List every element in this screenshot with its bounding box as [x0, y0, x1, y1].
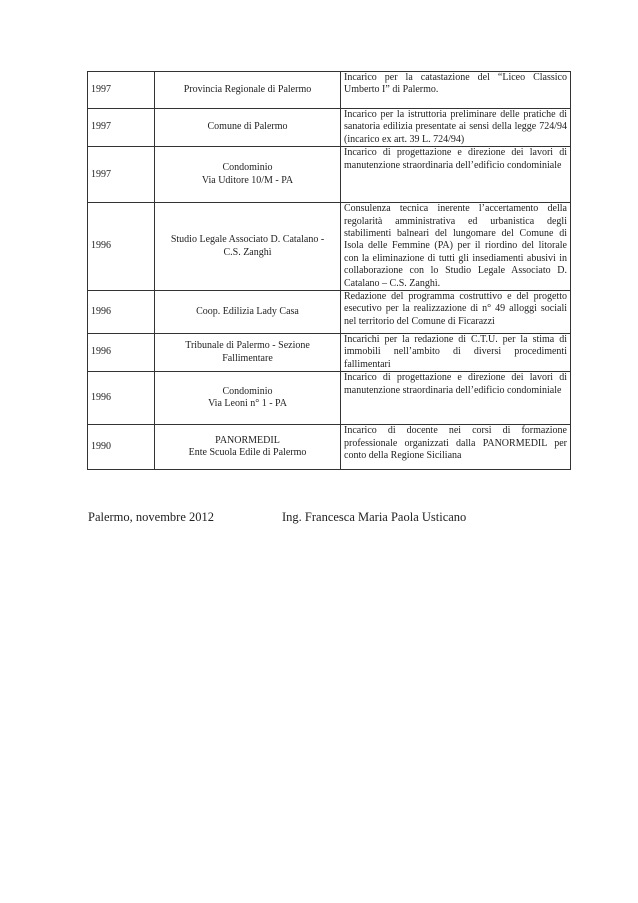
description-cell: Incarico di progettazione e direzione dei lavori di manutenzione straordinaria dell’edificio condominiale — [341, 147, 571, 203]
client-line: Condominio — [222, 162, 273, 174]
table-row — [88, 147, 571, 203]
year-cell: 1997 — [88, 109, 155, 147]
client-line: Tribunale di Palermo - Sezione — [185, 340, 310, 352]
year-cell: 1997 — [88, 72, 155, 109]
client-line: Fallimentare — [222, 352, 273, 364]
client-line: Studio Legale Associato D. Catalano - — [170, 234, 325, 246]
client-line: Ente Scuola Edile di Palermo — [188, 447, 307, 459]
client-cell — [155, 109, 341, 147]
table-row — [88, 334, 571, 372]
client-line: Via Leoni n° 1 - PA — [208, 398, 287, 410]
client-line: Coop. Edilizia Lady Casa — [196, 305, 299, 317]
client-cell — [155, 147, 341, 203]
client-cell — [155, 72, 341, 109]
table-row — [88, 291, 571, 334]
experience-table — [87, 71, 571, 470]
document-footer — [88, 510, 467, 525]
year-cell: 1990 — [88, 425, 155, 470]
table-row — [88, 72, 571, 109]
description-cell: Incarico di progettazione e direzione dei lavori di manutenzione straordinaria dell’edificio condominiale — [341, 372, 571, 425]
table-row — [88, 372, 571, 425]
client-line: C.S. Zanghì — [223, 246, 272, 258]
client-line: Comune di Palermo — [207, 121, 288, 133]
description-cell: Incarico per la istruttoria preliminare delle pratiche di sanatoria edilizia presentate ai sensi della legge 724/94 (incarico ex art. 39 L. 724/94) — [341, 109, 571, 147]
client-line: Via Uditore 10/M - PA — [201, 174, 294, 186]
year-cell: 1996 — [88, 334, 155, 372]
table-row — [88, 425, 571, 470]
client-cell — [155, 425, 341, 470]
table-row — [88, 109, 571, 147]
description-cell: Redazione del programma costruttivo e del progetto esecutivo per la realizzazione di n° 49 alloggi sociali nel territorio del Comune di Ficarazzi — [341, 291, 571, 334]
client-line: Provincia Regionale di Palermo — [183, 83, 312, 95]
client-cell — [155, 203, 341, 291]
signature: Ing. Francesca Maria Paola Usticano — [282, 510, 467, 524]
year-cell: 1996 — [88, 372, 155, 425]
year-cell: 1997 — [88, 147, 155, 203]
description-cell: Consulenza tecnica inerente l’accertamento della regolarità amministrativa ed urbanistica degli stabilimenti balneari del lungomare del Comune di Isola delle Femmine (PA) per il riordino del litorale con la eliminazione di tutti gli insediamenti abusivi in collaborazione con lo Studio Legale Associato D. Catalano – C.S. Zanghì. — [341, 203, 571, 291]
table-row — [88, 203, 571, 291]
description-cell: Incarico per la catastazione del “Liceo Classico Umberto I” di Palermo. — [341, 72, 571, 109]
description-cell: Incarichi per la redazione di C.T.U. per la stima di immobili nell’ambito di diversi procedimenti fallimentari — [341, 334, 571, 372]
place-date: Palermo, novembre 2012 — [88, 510, 215, 524]
client-line: Condominio — [222, 385, 273, 397]
client-cell — [155, 291, 341, 334]
description-cell: Incarico di docente nei corsi di formazione professionale organizzati dalla PANORMEDIL per conto della Regione Siciliana — [341, 425, 571, 470]
year-cell: 1996 — [88, 203, 155, 291]
client-line: PANORMEDIL — [215, 434, 280, 446]
client-cell — [155, 334, 341, 372]
client-cell — [155, 372, 341, 425]
year-cell: 1996 — [88, 291, 155, 334]
